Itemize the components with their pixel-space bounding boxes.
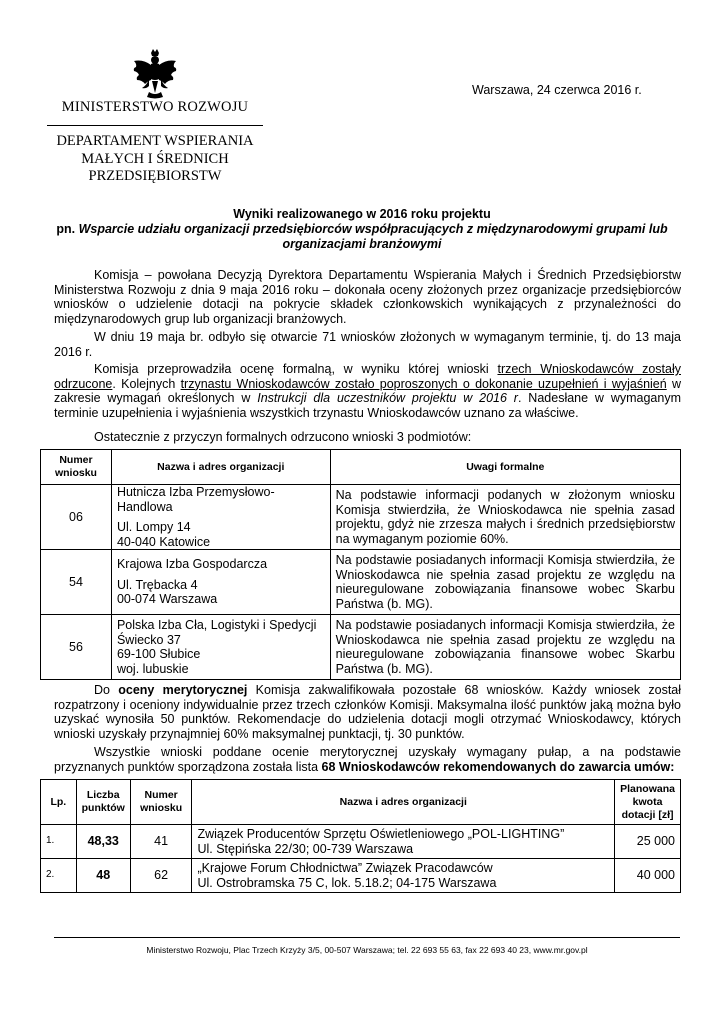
paragraph-text: . Nadesłane w wymaganym terminie uzupełnienia i wyjaśnienia wszystkich trzynastu Wnioskodawców uznano za właściwe. bbox=[54, 391, 681, 420]
organization-cell bbox=[192, 859, 615, 893]
column-header: Numer wniosku bbox=[130, 780, 192, 825]
org-line: Krajowa Izba Gospodarcza bbox=[116, 557, 268, 572]
department-line: DEPARTAMENT WSPIERANIA bbox=[56, 133, 254, 149]
row-number: 1. bbox=[41, 825, 77, 859]
org-line: woj. lubuskie bbox=[116, 661, 189, 676]
department-line: MAŁYCH I ŚREDNICH bbox=[81, 150, 229, 167]
underlined-text: trzech Wnioskodawców zostały odrzucone bbox=[54, 362, 681, 391]
paragraph-text: . Kolejnych bbox=[112, 376, 181, 391]
ministry-name: MINISTERSTWO ROZWOJU bbox=[61, 99, 249, 115]
column-header: Numer wniosku bbox=[41, 450, 112, 485]
org-line: Świecko 37 bbox=[116, 632, 181, 647]
org-line: Polska Izba Cła, Logistyki i Spedycji bbox=[116, 618, 317, 632]
org-address: Ul. Ostrobramska 75 C, lok. 5.18.2; 04-175 Warszawa bbox=[197, 875, 497, 890]
application-number: 41 bbox=[130, 825, 192, 859]
application-number: 56 bbox=[41, 615, 112, 680]
department-line: PRZEDSIĘBIORSTW bbox=[88, 168, 222, 184]
paragraph-opening bbox=[54, 330, 681, 359]
table-row bbox=[41, 859, 681, 893]
formal-remarks: Na podstawie informacji podanych w złożonym wniosku Komisja stwierdziła, że Wnioskodawca nie spełnia zasad projektu, gdyż nie zrzesza małych i średnich przedsiębiorstw na wymaganym poziomie 60%. bbox=[330, 485, 680, 550]
organization-cell bbox=[192, 825, 615, 859]
paragraph-formal-evaluation bbox=[54, 362, 681, 420]
column-header: Uwagi formalne bbox=[330, 450, 680, 485]
org-name: Związek Producentów Sprzętu Oświetleniowego „POL-LIGHTING” bbox=[197, 827, 565, 841]
title-line-2 bbox=[40, 222, 684, 237]
italic-text: Instrukcji dla uczestników projektu w 2016 r bbox=[257, 391, 518, 406]
application-number: 54 bbox=[41, 550, 112, 615]
paragraph-merit-evaluation bbox=[54, 683, 681, 741]
table-row bbox=[41, 485, 681, 550]
title-prefix: pn. bbox=[56, 222, 79, 236]
table-row bbox=[41, 550, 681, 615]
paragraph-text: Wszystkie wnioski poddane ocenie merytorycznej uzyskały wymagany pułap, a na podstawie przyznanych punktów sporządzona została lista bbox=[54, 745, 681, 774]
formal-remarks: Na podstawie posiadanych informacji Komisja stwierdziła, że Wnioskodawca nie spełnia zasad projektu ze względu na nieuregulowane zobowiązania finansowe wobec Skarbu Państwa (b. MG). bbox=[330, 615, 680, 680]
org-line: Ul. Trębacka 4 bbox=[116, 577, 198, 592]
recommended-applications-table bbox=[40, 779, 681, 893]
points-value: 48 bbox=[76, 859, 130, 893]
column-header: Lp. bbox=[41, 780, 77, 825]
column-header: Nazwa i adres organizacji bbox=[192, 780, 615, 825]
header-divider bbox=[47, 125, 263, 126]
org-line: 00-074 Warszawa bbox=[116, 592, 218, 607]
paragraph-text: Ostatecznie z przyczyn formalnych odrzucono wnioski 3 podmiotów: bbox=[94, 430, 472, 444]
bold-text: oceny merytorycznej bbox=[118, 683, 248, 697]
project-name-cont: organizacjami branżowymi bbox=[282, 237, 442, 251]
org-address: Ul. Stępińska 22/30; 00-739 Warszawa bbox=[197, 841, 414, 856]
project-name: Wsparcie udziału organizacji przedsiębiorców współpracujących z międzynarodowymi grupami lub bbox=[78, 222, 668, 236]
underlined-text: trzynastu Wnioskodawców zostało poproszonych o dokonanie uzupełnień i wyjaśnień bbox=[180, 376, 667, 391]
title-line-3 bbox=[40, 237, 684, 252]
column-header: Liczba punktów bbox=[76, 780, 130, 825]
rejected-applications-table bbox=[40, 449, 681, 680]
paragraph-recommended-intro bbox=[54, 745, 681, 774]
row-number: 2. bbox=[41, 859, 77, 893]
document-title bbox=[40, 207, 684, 252]
paragraph-text: W dniu 19 maja br. odbyło się otwarcie 71 wniosków złożonych w wymaganym terminie, tj. do 13 maja 2016 r. bbox=[54, 330, 681, 359]
paragraph-commission bbox=[54, 268, 681, 326]
grant-amount: 40 000 bbox=[615, 859, 681, 893]
organization-cell bbox=[111, 550, 330, 615]
paragraph-text: w zakresie wymagań określonych w bbox=[54, 376, 682, 406]
org-line: Hutnicza Izba Przemysłowo-Handlowa bbox=[116, 485, 275, 514]
application-number: 06 bbox=[41, 485, 112, 550]
org-line: 40-040 Katowice bbox=[116, 534, 211, 549]
footer-divider bbox=[54, 937, 680, 938]
paragraph-text: Komisja zakwalifikowała pozostałe 68 wniosków. Każdy wniosek został rozpatrzony i oceniony indywidualnie przez trzech członków Komisji. Maksymalna ilość punktów jaką można było uzyskać wynosiła 50 punktów. Rekomendacje do udzielenia dotacji mogli otrzymać Wnioskodawcy, których wnioski uzyskały przynajmniej 60% maksymalnej punktacji, tj. 30 punktów. bbox=[54, 683, 682, 741]
org-line: Ul. Lompy 14 bbox=[116, 520, 191, 534]
footer-contact: Ministerstwo Rozwoju, Plac Trzech Krzyży 3/5, 00-507 Warszawa; tel. 22 693 55 63, fax 22 693 40 23, www.mr.gov.pl bbox=[146, 945, 588, 955]
organization-cell bbox=[111, 485, 330, 550]
application-number: 62 bbox=[130, 859, 192, 893]
org-line: 69-100 Słubice bbox=[116, 647, 201, 661]
table-row bbox=[41, 825, 681, 859]
paragraph-text: Komisja przeprowadziła ocenę formalną, w wyniku której wnioski bbox=[94, 362, 498, 376]
organization-cell bbox=[111, 615, 330, 680]
table-row bbox=[41, 615, 681, 680]
eagle-emblem-icon bbox=[132, 48, 178, 100]
table-header-row bbox=[41, 780, 681, 825]
paragraph-text: Do bbox=[94, 683, 119, 697]
department-name bbox=[44, 133, 266, 186]
document-date: Warszawa, 24 czerwca 2016 r. bbox=[472, 83, 642, 97]
grant-amount: 25 000 bbox=[615, 825, 681, 859]
points-value: 48,33 bbox=[76, 825, 130, 859]
column-header: Planowana kwota dotacji [zł] bbox=[615, 780, 681, 825]
bold-text: 68 Wnioskodawców rekomendowanych do zawarcia umów: bbox=[321, 759, 675, 774]
paragraph-rejected-intro bbox=[54, 430, 681, 445]
title-line-1: Wyniki realizowanego w 2016 roku projektu bbox=[233, 207, 491, 221]
formal-remarks: Na podstawie posiadanych informacji Komisja stwierdziła, że Wnioskodawca nie spełnia zasad projektu ze względu na nieuregulowane zobowiązania finansowe wobec Skarbu Państwa (b. MG). bbox=[330, 550, 680, 615]
table-header-row bbox=[41, 450, 681, 485]
column-header: Nazwa i adres organizacji bbox=[111, 450, 330, 485]
org-name: „Krajowe Forum Chłodnictwa” Związek Pracodawców bbox=[197, 861, 493, 875]
paragraph-text: Komisja – powołana Decyzją Dyrektora Departamentu Wspierania Małych i Średnich Przedsiębiorstw Ministerstwa Rozwoju z dnia 9 maja 2016 roku – dokonała oceny złożonych przez organizacje przedsiębiorców wniosków o udzielenie dotacji na pokrycie składek członkowskich wynikających z przynależności do międzynarodowych grup lub organizacji branżowych. bbox=[54, 268, 681, 326]
